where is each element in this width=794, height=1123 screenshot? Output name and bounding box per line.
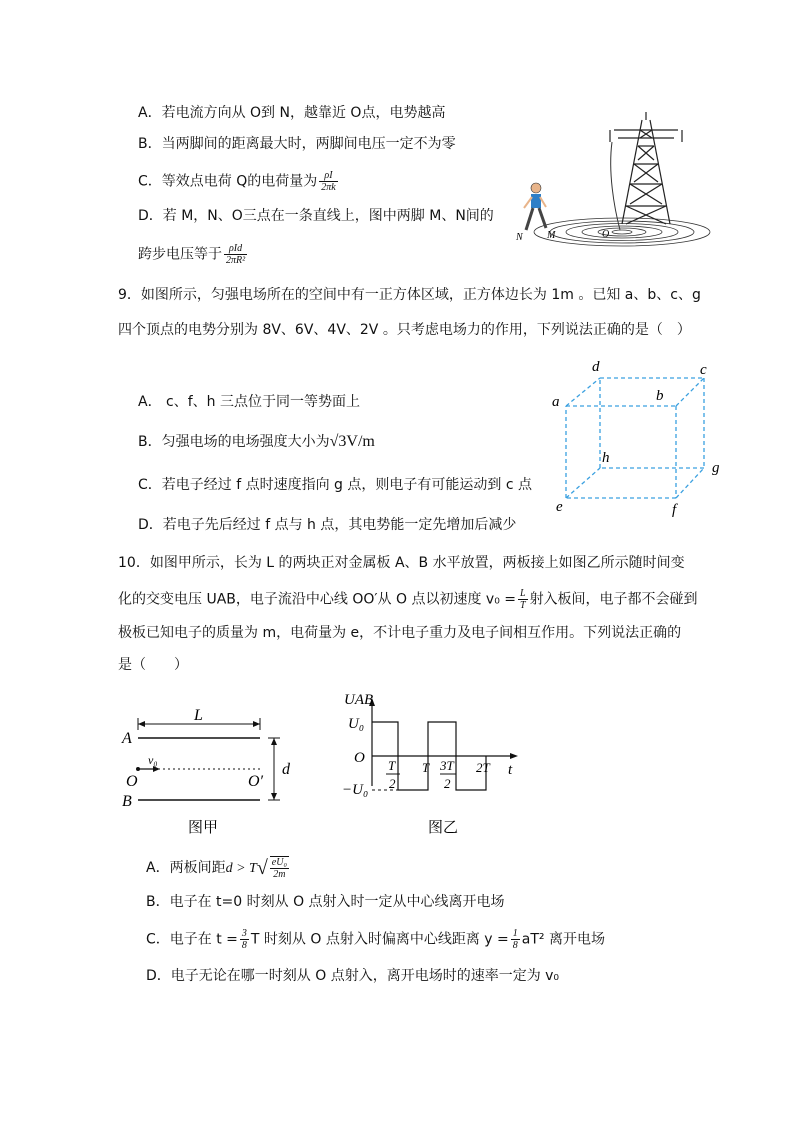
caption-jia: 图甲 (188, 818, 219, 836)
tick-3t2-num: 3T (440, 758, 454, 773)
q10-stem-line2 (118, 588, 698, 611)
label-l: L (194, 707, 203, 724)
q10-option-d: D．电子无论在哪一时刻从 O 点射入，离开电场时的速率一定为 v₀ (146, 968, 560, 984)
q10-stem-line2-post: 射入板间，电子都不会碰到 (529, 591, 698, 608)
q10-option-c-den2: 8 (512, 940, 518, 951)
label-a: A (122, 730, 132, 747)
tick-t2-den: 2 (389, 776, 396, 791)
vertex-b: b (656, 388, 664, 404)
label-origin: O (354, 750, 365, 766)
vertex-h: h (602, 450, 610, 466)
point-o (136, 767, 140, 771)
label-d: d (282, 761, 290, 778)
label-N: N (516, 232, 523, 243)
label-t: t (508, 762, 513, 778)
d-arrow-bottom (271, 793, 277, 800)
q10-v0-fraction (518, 588, 528, 611)
label-neg-u0: −U₀ (342, 782, 369, 798)
label-O: O (602, 229, 610, 240)
fallen-wire (611, 142, 620, 230)
q8-option-c-text: C．等效点电荷 Q的电荷量为 (138, 173, 318, 190)
q8-option-d-fraction (224, 243, 247, 266)
q10-option-c (146, 928, 605, 951)
label-o: O (126, 773, 138, 790)
label-u0: U₀ (348, 716, 365, 732)
tick-3t2-den: 2 (444, 776, 451, 791)
q9-option-b-value: √3V/m (329, 433, 375, 450)
walking-person-icon (524, 183, 546, 230)
t-axis-arrow (510, 753, 518, 759)
q8-option-d-den: 2πR² (226, 255, 246, 266)
q9-option-b-text: B．匀强电场的电场强度大小为 (138, 434, 330, 450)
vertex-g: g (712, 460, 720, 476)
q10-option-a (146, 856, 291, 880)
q8-option-c-num: ρI (319, 170, 337, 182)
vertex-a: a (552, 394, 560, 410)
q10-option-a-num: eU₀ (271, 857, 287, 868)
q8-option-d-line1: D．若 M，N、O三点在一条直线上，图中两脚 M、N间的 (138, 208, 494, 224)
label-b: B (122, 793, 132, 810)
q10-option-a-text: A．两板间距 (146, 860, 226, 876)
q9-option-b (138, 432, 375, 452)
figure-jia (118, 700, 308, 840)
d-arrow-top (271, 738, 277, 745)
q10-option-a-fraction (270, 856, 289, 880)
q9-option-c: C．若电子经过 f 点时速度指向 g 点，则电子有可能运动到 c 点 (138, 477, 532, 493)
q9-option-d: D．若电子先后经过 f 点与 h 点，其电势能一定先增加后减少 (138, 517, 517, 533)
tick-2t: 2T (476, 760, 490, 775)
sqrt-icon: √ (256, 857, 268, 879)
label-M: M (547, 230, 556, 241)
label-o-prime: O′ (248, 773, 264, 790)
q10-option-c-frac1 (240, 928, 249, 951)
q8-option-b: B．当两脚间的距离最大时，两脚间电压一定不为零 (138, 136, 456, 152)
l-arrow-right (253, 721, 260, 727)
q10-option-c-num1: 3 (241, 928, 247, 939)
label-uab: UAB (344, 692, 374, 708)
q10-stem-line3: 极板已知电子的质量为 m，电荷量为 e，不计电子重力及电子间相互作用。下列说法正确的 (118, 625, 682, 641)
q10-stem-line4: 是（ ） (118, 657, 188, 673)
q9-stem-line2: 四个顶点的电势分别为 8V、6V、4V、2V 。只考虑电场力的作用，下列说法正确的是（ ） (118, 322, 691, 338)
l-arrow-left (138, 721, 145, 727)
q10-option-c-text: C．电子在 t = (146, 931, 238, 948)
q10-option-a-den: 2m (273, 869, 286, 880)
q8-option-c-fraction (319, 170, 337, 193)
q8-option-a: A．若电流方向从 O到 N，越靠近 O点，电势越高 (138, 105, 446, 121)
q9-stem-line1: 9．如图所示，匀强电场所在的空间中有一正方体区域，正方体边长为 1m 。已知 a、b、c、g (118, 287, 701, 303)
q10-option-c-mid: T 时刻从 O 点射入时偏离中心线距离 y = (250, 931, 509, 948)
q10-option-b: B．电子在 t=0 时刻从 O 点射入时一定从中心线离开电场 (146, 894, 505, 910)
q9-option-a: A． c、f、h 三点位于同一等势面上 (138, 394, 360, 410)
caption-yi: 图乙 (428, 818, 459, 836)
q8-option-d-num: ρId (224, 243, 247, 255)
q8-option-c (138, 170, 340, 193)
vertex-c: c (700, 362, 707, 378)
tick-t: T (422, 760, 430, 775)
vertex-e: e (556, 499, 563, 515)
q8-option-d-line2 (138, 243, 249, 266)
q10-option-c-den1: 8 (241, 940, 247, 951)
q10-option-c-num2: 1 (512, 928, 518, 939)
q10-v0-num: L (520, 588, 526, 599)
tick-t2-num: T (388, 758, 396, 773)
power-tower-figure (514, 112, 714, 247)
tower (610, 112, 682, 224)
cube-edges (566, 378, 704, 498)
q8-option-c-den: 2πk (321, 182, 336, 193)
vertex-d: d (592, 359, 600, 375)
figure-yi (336, 686, 526, 840)
q10-option-a-expr: d > T (225, 861, 257, 876)
label-v0: v₀ (148, 753, 158, 767)
q8-option-d-text: 跨步电压等于 (138, 246, 222, 263)
vertex-f: f (672, 502, 677, 518)
q10-option-c-frac2 (511, 928, 520, 951)
q10-stem-line2-text: 化的交变电压 UAB，电子流沿中心线 OO′从 O 点以初速度 v₀ = (118, 591, 516, 608)
q10-stem-line1: 10．如图甲所示，长为 L 的两块正对金属板 A、B 水平放置，两板接上如图乙所示随时间变 (118, 555, 685, 571)
cube-figure (544, 356, 734, 518)
q10-option-c-post: aT² 离开电场 (521, 931, 605, 948)
q10-v0-den: T (520, 600, 526, 611)
